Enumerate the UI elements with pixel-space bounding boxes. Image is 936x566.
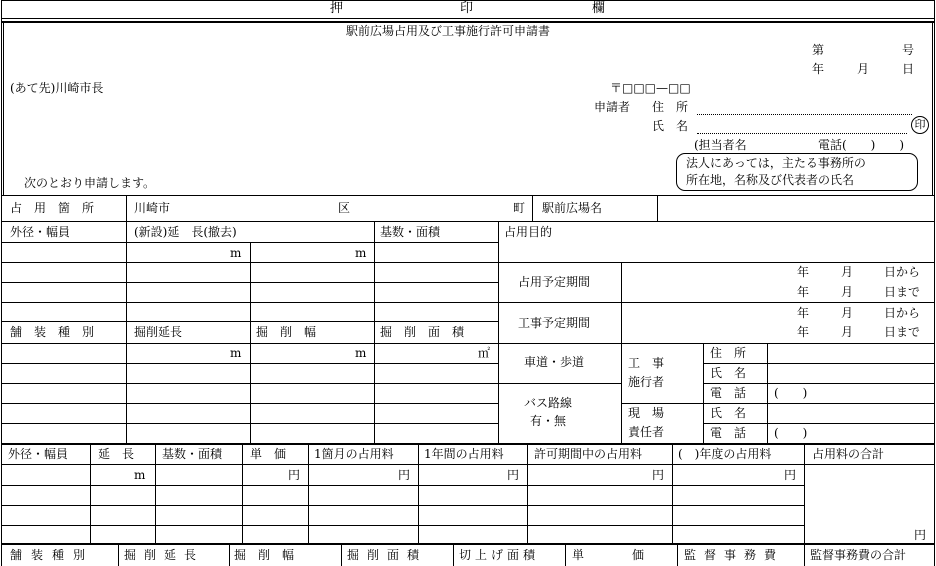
- fee-yen-total: 円: [914, 528, 927, 542]
- hdr-diameter: 外径・幅員: [10, 225, 71, 239]
- builder-phone: 電 話: [710, 386, 747, 400]
- hdr-count-area: 基数・面積: [380, 225, 441, 239]
- date-year: 年: [812, 62, 825, 76]
- contractor-row-4: [703, 423, 934, 424]
- loc-divider-2: [532, 195, 533, 221]
- location-city: 川崎市: [134, 201, 171, 215]
- builder-phone-paren: ( ): [774, 386, 808, 400]
- occ-to-month: 月: [841, 285, 854, 299]
- loc-divider-1: [126, 195, 127, 221]
- seal-row-label-1: 押: [330, 1, 344, 16]
- fee-col-2: [155, 443, 156, 543]
- seal-row-bottom: [1, 18, 935, 19]
- fee-hdr-yearly: 1年間の占用料: [424, 447, 504, 461]
- occ-from-year: 年: [797, 265, 810, 279]
- site-label-2: 責任者: [628, 425, 665, 439]
- contractor-row-2: [703, 383, 934, 384]
- con-from-year: 年: [797, 306, 810, 320]
- postal-code: 〒□□□—□□: [610, 81, 691, 95]
- location-ward: 区: [338, 201, 351, 215]
- upper-row-2: [1, 262, 498, 263]
- seal-row-label-2: 印: [460, 1, 474, 16]
- fee-hdr-total: 占用料の合計: [812, 447, 885, 461]
- bottom-col-4: [453, 543, 454, 566]
- bottom-col-2: [229, 543, 230, 566]
- contact-phone: 電話( ) ): [818, 138, 905, 152]
- upper-col-1: [126, 221, 127, 443]
- fee-yen-monthly: 円: [398, 468, 411, 482]
- fee-col-1: [90, 443, 91, 543]
- fee-yen-unit-price: 円: [288, 468, 301, 482]
- fee-hdr-diameter: 外径・幅員: [8, 447, 69, 461]
- unit-m-2: m: [355, 246, 367, 260]
- bottom-hdr-pavement: 舗装種別: [10, 548, 95, 562]
- plaza-name-label: 駅前広場名: [542, 201, 603, 215]
- upper-col-2b: [250, 321, 251, 443]
- date-day: 日: [902, 62, 915, 76]
- upper-col-3: [374, 221, 375, 443]
- contractor-col-2: [767, 343, 768, 443]
- inner-right: [932, 21, 933, 195]
- bottom-hdr-supervision-total: 監督事務費の合計: [810, 548, 907, 562]
- unit-m-1: m: [230, 246, 242, 260]
- site-phone: 電 話: [710, 426, 747, 440]
- date-month: 月: [857, 62, 870, 76]
- seal-mark: 印: [911, 116, 929, 134]
- upper-row-6: [1, 343, 498, 344]
- bottom-col-6: [677, 543, 678, 566]
- bottom-hdr-excavation-width: 掘 削 幅: [234, 548, 295, 562]
- number-label: 第: [812, 43, 825, 57]
- bus-yes-no: 有・無: [530, 414, 567, 428]
- corp-note-line1: 法人にあっては，主たる事務所の: [686, 156, 866, 170]
- fee-hdr-length: 延 長: [98, 447, 135, 461]
- construction-period-label: 工事予定期間: [518, 316, 591, 330]
- form-title: 駅前広場占用及び工事施行許可申請書: [346, 24, 551, 38]
- location-row-top: [1, 195, 935, 196]
- period-col: [621, 262, 622, 443]
- inner-left: [3, 21, 4, 195]
- bottom-hdr-unit-price: 単 価: [572, 548, 653, 562]
- builder-label-1: 工 事: [628, 356, 665, 370]
- fee-yen-period: 円: [652, 468, 665, 482]
- upper-row-3: [1, 282, 498, 283]
- upper-row-7: [1, 363, 498, 364]
- con-from-day: 日から: [884, 306, 921, 320]
- bottom-hdr-excavation-area: 掘削面積: [347, 548, 428, 562]
- hdr-excavation-length: 掘削延長: [134, 325, 183, 339]
- location-town: 町: [513, 201, 526, 215]
- occ-from-day: 日から: [884, 265, 921, 279]
- address-field[interactable]: [697, 114, 912, 115]
- builder-label-2: 施行者: [628, 375, 665, 389]
- upper-row-10: [1, 423, 498, 424]
- addressee: (あて先)川崎市長: [10, 81, 104, 95]
- number-suffix: 号: [902, 43, 915, 57]
- fee-hdr-unit-price: 単 価: [250, 447, 287, 461]
- hdr-new-removal: (新設)延 長(撤去): [134, 225, 237, 239]
- fee-row-1: [1, 464, 935, 465]
- fee-yen-fiscal: 円: [784, 468, 797, 482]
- fee-col-4: [308, 443, 309, 543]
- fee-hdr-period: 許可期間中の占用料: [534, 447, 643, 461]
- period-bottom: [498, 343, 934, 344]
- bottom-hdr-excavation-length: 掘削延長: [124, 548, 205, 562]
- frame-right: [934, 0, 935, 566]
- bottom-col-3: [341, 543, 342, 566]
- bottom-col-1: [118, 543, 119, 566]
- fee-col-6: [527, 443, 528, 543]
- con-to-day: 日まで: [884, 325, 921, 339]
- fee-col-8: [804, 443, 805, 543]
- unit-m-3: m: [230, 346, 242, 360]
- contractor-row-1: [703, 363, 934, 364]
- con-to-month: 月: [841, 325, 854, 339]
- hdr-excavation-width: 掘 削 幅: [256, 325, 317, 339]
- fee-hdr-monthly: 1箇月の占用料: [314, 447, 394, 461]
- bottom-col-5: [565, 543, 566, 566]
- contractor-row-3: [621, 403, 934, 404]
- occupancy-period-label: 占用予定期間: [518, 275, 591, 289]
- con-to-year: 年: [797, 325, 810, 339]
- fee-col-3: [242, 443, 243, 543]
- loc-divider-3: [657, 195, 658, 221]
- bus-route: バス路線: [524, 396, 573, 410]
- fee-table-top: [1, 443, 935, 445]
- fee-col-7: [672, 443, 673, 543]
- site-label-1: 現 場: [628, 406, 665, 420]
- con-from-month: 月: [841, 306, 854, 320]
- upper-row-5: [1, 321, 498, 322]
- frame-left: [1, 0, 2, 566]
- fee-row-3: [1, 505, 804, 506]
- fee-hdr-count-area: 基数・面積: [162, 447, 223, 461]
- road-row-bottom: [498, 383, 622, 384]
- seal-row-label-3: 欄: [592, 1, 606, 16]
- hdr-purpose: 占用目的: [504, 225, 553, 239]
- applicant-label: 申請者: [594, 100, 631, 114]
- upper-row-9: [1, 403, 498, 404]
- request-text: 次のとおり申請します。: [24, 176, 156, 190]
- fee-row-2: [1, 485, 804, 486]
- fee-yen-yearly: 円: [507, 468, 520, 482]
- hdr-pavement: 舗 装 種 別: [10, 325, 95, 339]
- fee-col-5: [418, 443, 419, 543]
- bottom-hdr-cut-area: 切上げ面積: [459, 548, 540, 562]
- bottom-col-7: [804, 543, 805, 566]
- name-label: 氏 名: [652, 119, 689, 133]
- period-top: [498, 262, 934, 263]
- unit-m2: ㎡: [478, 346, 491, 360]
- location-row-bottom: [1, 221, 935, 222]
- contact-name: (担当者名: [694, 138, 747, 152]
- road-sidewalk: 車道・歩道: [524, 355, 585, 369]
- hdr-excavation-area: 掘 削 面 積: [380, 325, 465, 339]
- builder-name: 氏 名: [710, 366, 747, 380]
- fee-table-bottom: [1, 543, 935, 545]
- upper-row-1: [1, 242, 498, 243]
- fee-hdr-fiscal: ( )年度の占用料: [678, 447, 772, 461]
- occ-to-year: 年: [797, 285, 810, 299]
- location-label: 占 用 箇 所: [10, 201, 95, 215]
- occ-from-month: 月: [841, 265, 854, 279]
- name-field[interactable]: [697, 133, 907, 134]
- occ-to-day: 日まで: [884, 285, 921, 299]
- bottom-hdr-supervision-fee: 監督事務費: [684, 548, 785, 562]
- form-top-border: [1, 21, 935, 23]
- upper-row-8: [1, 383, 498, 384]
- period-mid: [498, 302, 934, 303]
- unit-m-4: m: [355, 346, 367, 360]
- fee-unit-m: m: [134, 468, 146, 482]
- fee-row-4: [1, 525, 804, 526]
- upper-row-4: [1, 302, 498, 303]
- site-name: 氏 名: [710, 406, 747, 420]
- address-label: 住 所: [652, 100, 689, 114]
- corp-note-line2: 所在地，名称及び代表者の氏名: [686, 173, 855, 187]
- builder-address: 住 所: [710, 346, 747, 360]
- upper-col-4: [498, 221, 499, 443]
- contractor-col-1: [703, 343, 704, 443]
- site-phone-paren: ( ): [774, 426, 808, 440]
